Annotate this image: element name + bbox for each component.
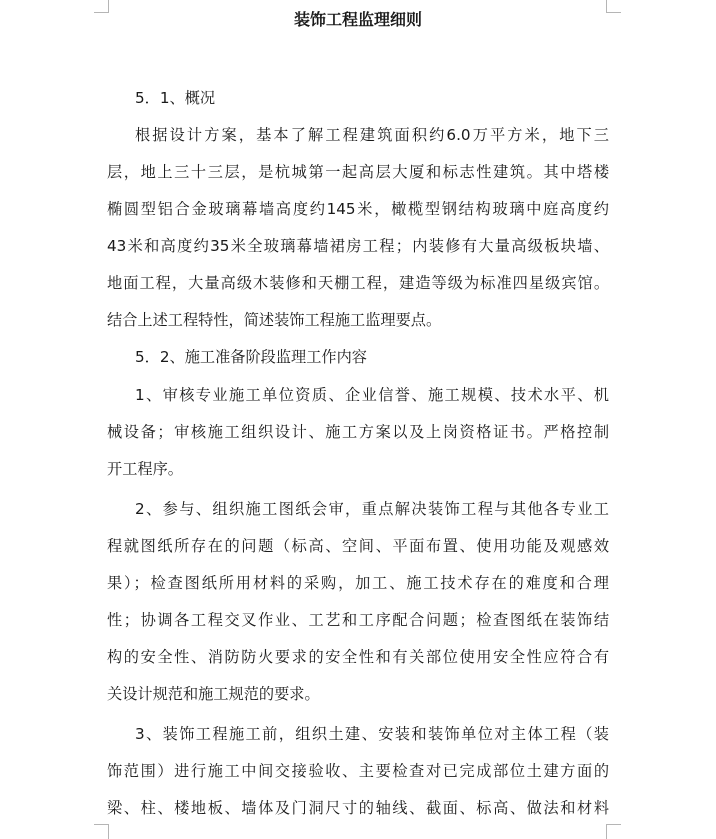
section-heading: 5．2、施工准备阶段监理工作内容	[135, 348, 367, 366]
section-heading: 5．1、概况	[135, 89, 216, 107]
paragraph-line: 层，地上三十三层，是杭城第一起高层大厦和标志性建筑。其中塔楼	[107, 163, 609, 181]
paragraph-line: 饰范围）进行施工中间交接验收、主要检查对已完成部位土建方面的	[107, 762, 609, 780]
paragraph-line: 2、参与、组织施工图纸会审，重点解决装饰工程与其他各专业工	[135, 500, 609, 518]
paragraph-line: 3、装饰工程施工前，组织土建、安装和装饰单位对主体工程（装	[135, 725, 609, 743]
paragraph-line: 1、审核专业施工单位资质、企业信誉、施工规模、技术水平、机	[135, 386, 609, 404]
paragraph-line: 根据设计方案，基本了解工程建筑面积约6.0万平方米，地下三	[135, 126, 609, 144]
paragraph-line: 关设计规范和施工规范的要求。	[107, 685, 320, 703]
paragraph-line: 构的安全性、消防防火要求的安全性和有关部位使用安全性应符合有	[107, 648, 609, 666]
paragraph-line: 地面工程，大量高级木装修和天棚工程，建造等级为标准四星级宾馆。	[107, 274, 609, 292]
paragraph-line: 椭圆型铝合金玻璃幕墙高度约145米，橄榄型钢结构玻璃中庭高度约	[107, 200, 609, 218]
paragraph-line: 程就图纸所存在的问题（标高、空间、平面布置、使用功能及观感效	[107, 537, 609, 555]
document-title: 装饰工程监理细则	[293, 10, 422, 29]
paragraph-line: 性；协调各工程交叉作业、工艺和工序配合问题；检查图纸在装饰结	[107, 611, 609, 629]
paragraph-line: 果）；检查图纸所用材料的采购，加工、施工技术存在的难度和合理	[107, 574, 609, 592]
paragraph-line: 43米和高度约35米全玻璃幕墙裙房工程；内装修有大量高级板块墙、	[107, 237, 609, 255]
paragraph-line: 开工程序。	[107, 460, 183, 478]
paragraph-line: 械设备；审核施工组织设计、施工方案以及上岗资格证书。严格控制	[107, 423, 609, 441]
paragraph-line: 结合上述工程特性，简述装饰工程施工监理要点。	[107, 311, 442, 329]
paragraph-line: 梁、柱、楼地板、墙体及门洞尺寸的轴线、截面、标高、做法和材料	[107, 799, 609, 817]
